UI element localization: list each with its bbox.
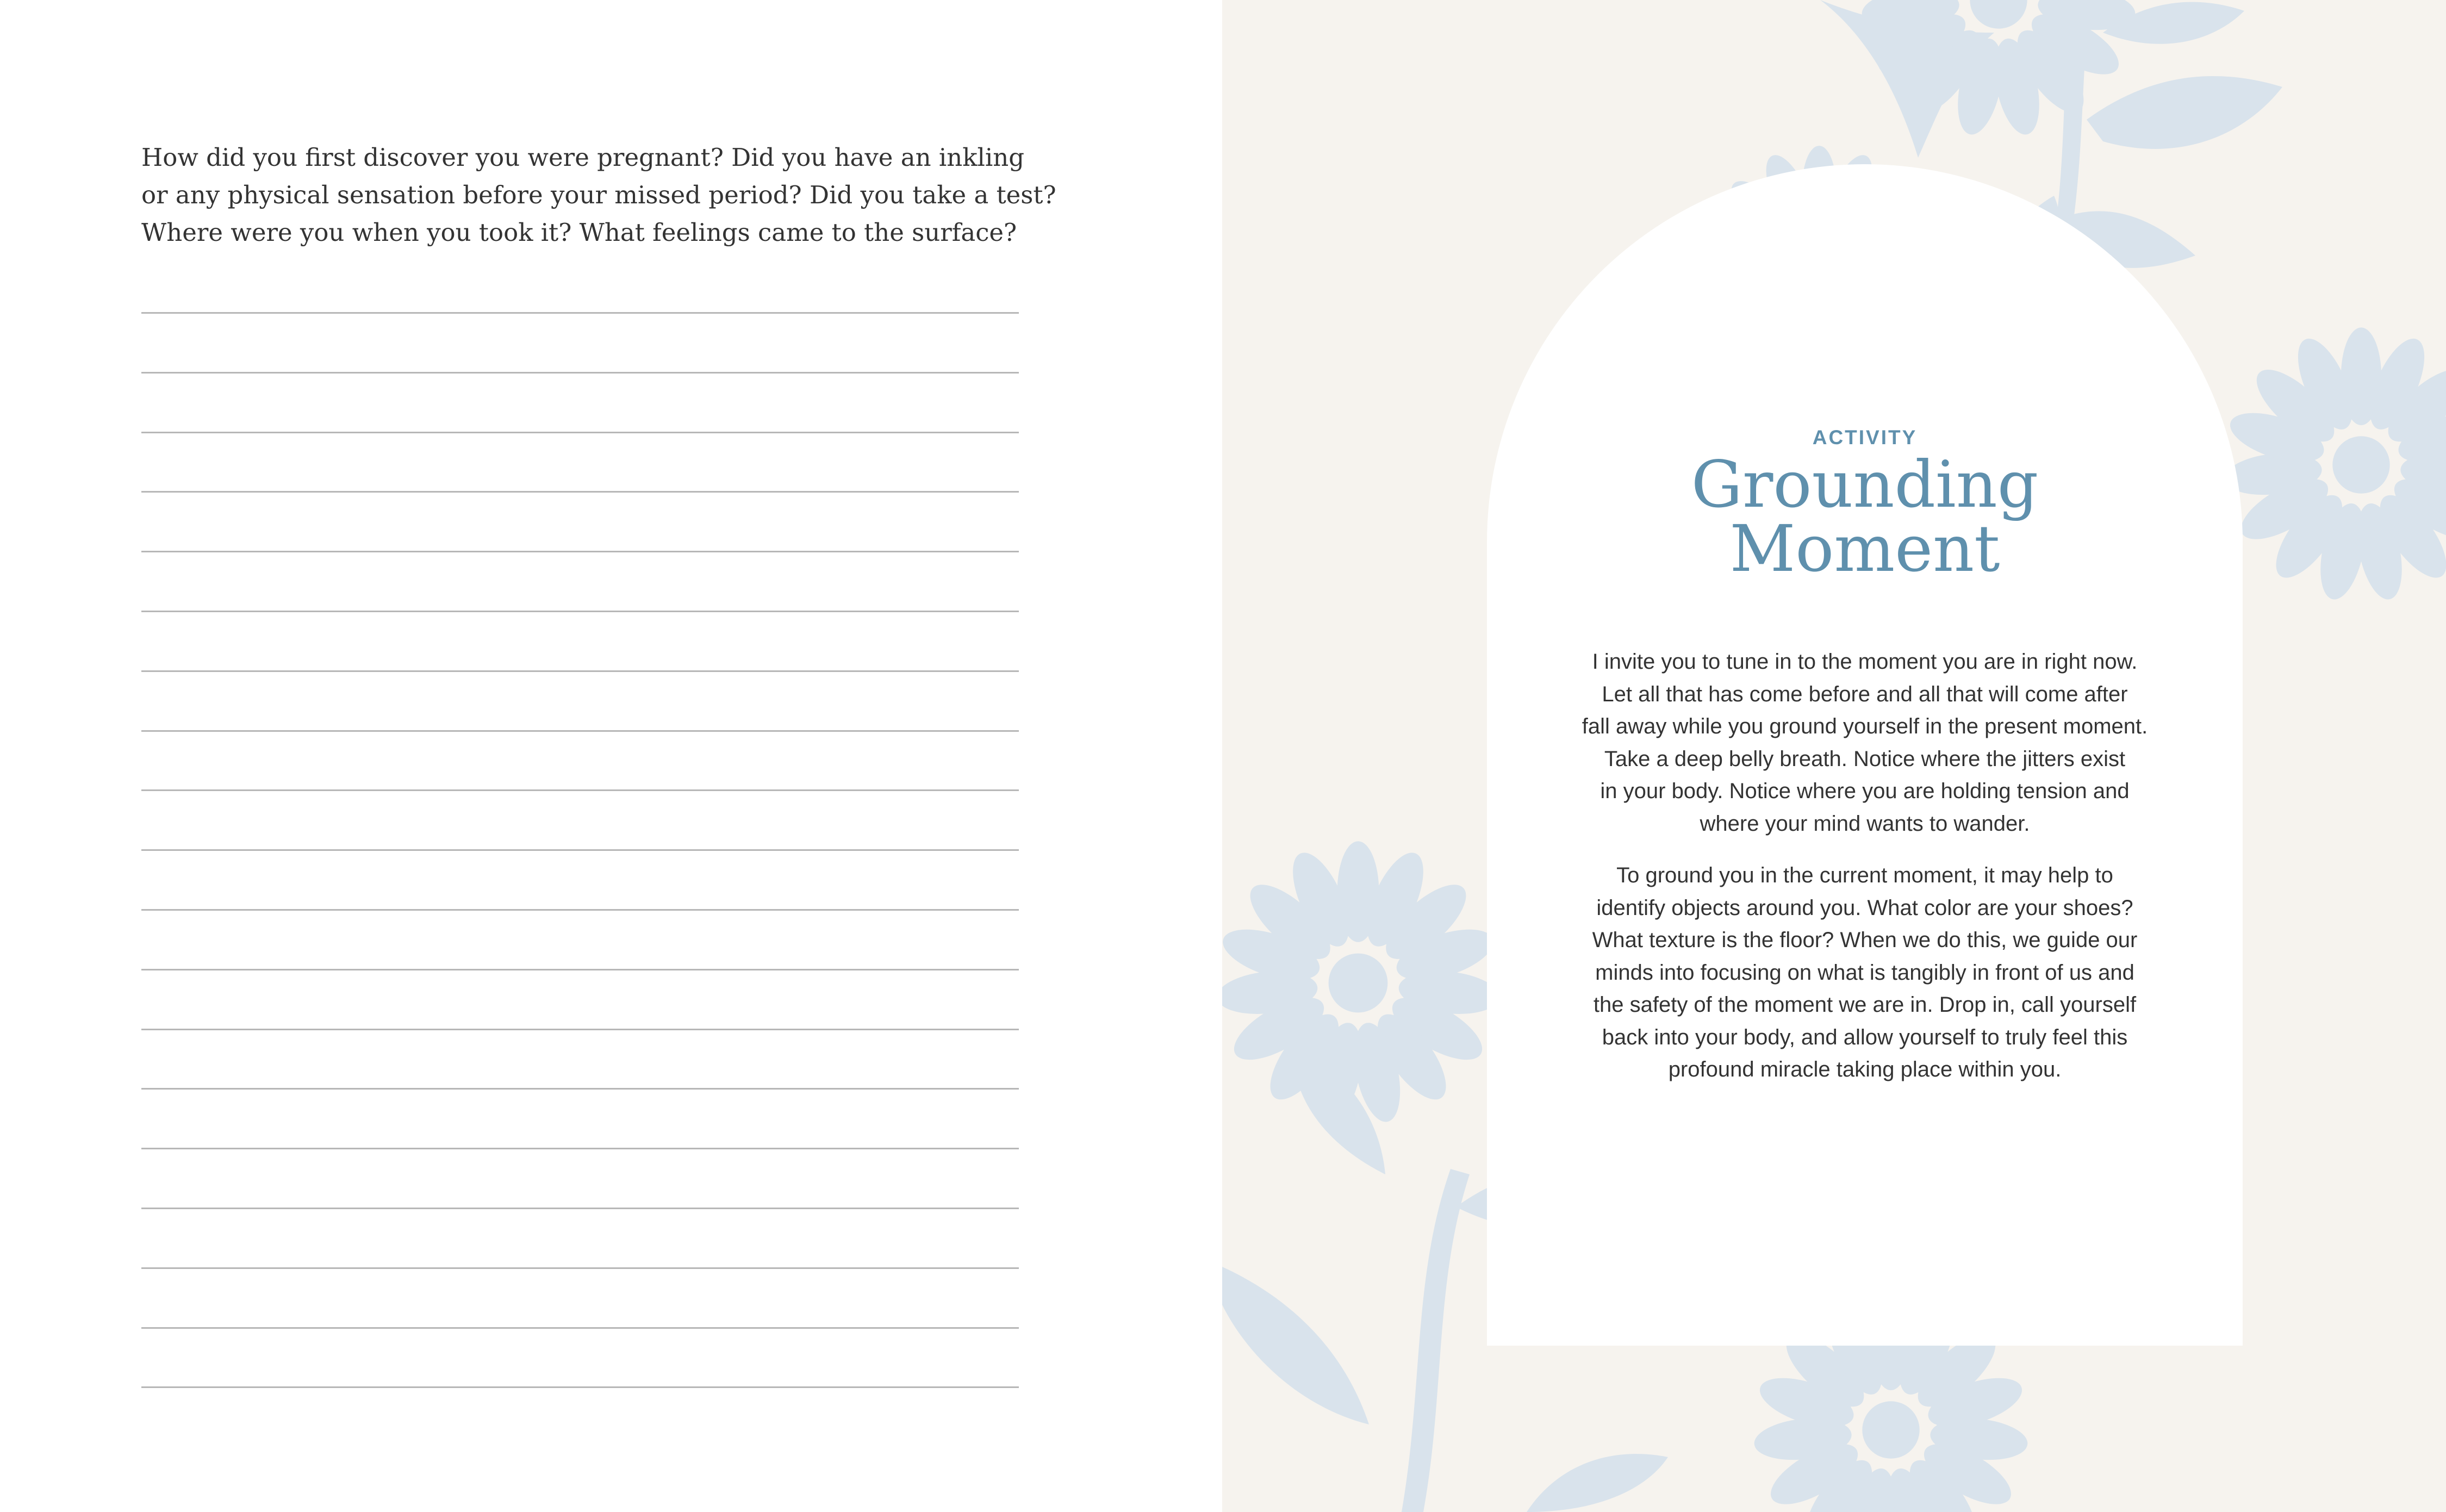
writing-line: [141, 909, 1019, 911]
body-line: back into your body, and allow yourself to truly feel this: [1602, 1025, 2128, 1049]
body-line: in your body. Notice where you are holding tension and: [1600, 779, 2130, 803]
writing-line: [141, 1386, 1019, 1388]
body-line: minds into focusing on what is tangibly in front of us and: [1595, 960, 2134, 985]
body-line: Let all that has come before and all that will come after: [1602, 682, 2128, 706]
paragraph: [1520, 646, 2210, 840]
writing-line: [141, 1208, 1019, 1209]
body-line: identify objects around you. What color are your shoes?: [1596, 895, 2133, 920]
body-line: Take a deep belly breath. Notice where the jitters exist: [1604, 746, 2126, 771]
writing-line: [141, 551, 1019, 552]
body-line: fall away while you ground yourself in the present moment.: [1582, 714, 2148, 738]
writing-line: [141, 1088, 1019, 1090]
right-page: [1222, 0, 2446, 1512]
writing-line: [141, 789, 1019, 791]
activity-title: [1487, 447, 2243, 586]
writing-line: [141, 1148, 1019, 1149]
body-line: where your mind wants to wander.: [1700, 811, 2030, 836]
body-line: the safety of the moment we are in. Drop in, call yourself: [1593, 993, 2137, 1017]
journal-prompt: [141, 139, 1056, 251]
activity-eyebrow: ACTIVITY: [1812, 426, 1918, 449]
paragraph: [1520, 860, 2210, 1086]
body-line: I invite you to tune in to the moment you are in right now.: [1592, 650, 2138, 674]
writing-line: [141, 849, 1019, 851]
writing-line: [141, 372, 1019, 374]
title-line: Moment: [1729, 511, 2000, 586]
writing-line: [141, 670, 1019, 672]
writing-line: [141, 969, 1019, 970]
writing-line: [141, 491, 1019, 493]
title-line: Grounding: [1691, 447, 2039, 522]
writing-line: [141, 1029, 1019, 1030]
writing-line: [141, 312, 1019, 314]
body-line: What texture is the floor? When we do this, we guide our: [1592, 928, 2138, 952]
writing-line: [141, 432, 1019, 433]
writing-line: [141, 611, 1019, 612]
body-line: profound miracle taking place within you.: [1668, 1057, 2062, 1081]
writing-line: [141, 1327, 1019, 1329]
activity-card: [1487, 164, 2243, 1346]
prompt-line: How did you first discover you were pregnant? Did you have an inkling: [141, 143, 1025, 172]
body-line: To ground you in the current moment, it may help to: [1616, 863, 2113, 887]
prompt-line: or any physical sensation before your missed period? Did you take a test?: [141, 181, 1056, 209]
left-page: [0, 0, 1222, 1512]
writing-line: [141, 730, 1019, 732]
writing-line: [141, 1267, 1019, 1269]
prompt-line: Where were you when you took it? What feelings came to the surface?: [141, 218, 1017, 247]
activity-body: [1520, 646, 2210, 1106]
